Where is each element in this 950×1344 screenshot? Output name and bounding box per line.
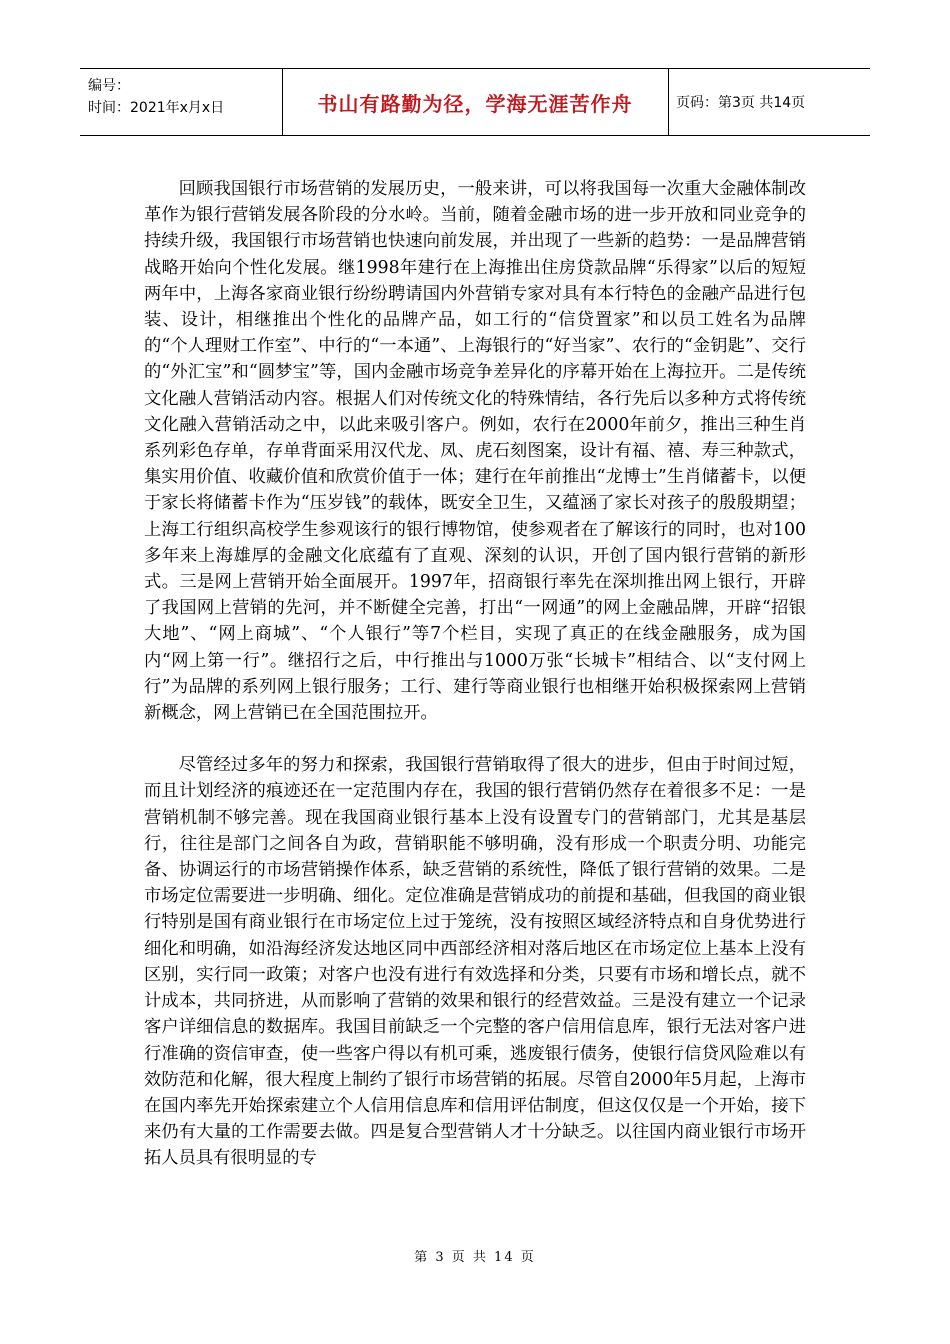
document-body: [144, 176, 806, 1172]
header-meta: [88, 75, 288, 119]
serial-number-label: 编号：: [88, 78, 130, 94]
header-page-info: 页码：第3页 共14页: [676, 95, 806, 111]
page-header: [80, 68, 870, 136]
page-footer: 第 3 页 共 14 页: [414, 1250, 536, 1265]
date-label: 时间：2021年x月x日: [88, 100, 225, 116]
header-motto: 书山有路勤为径，学海无涯苦作舟: [317, 91, 633, 116]
body-paragraph: 回顾我国银行市场营销的发展历史，一般来讲，可以将我国每一次重大金融体制改革作为银行营销发展各阶段的分水岭。当前，随着金融市场的进一步开放和同业竞争的持续升级，我国银行市场营销也快速向前发展，并出现了一些新的趋势：一是品牌营销战略开始向个性化发展。继1998年建行在上海推出住房贷款品牌“乐得家”以后的短短两年中，上海各家商业银行纷纷聘请国内外营销专家对具有本行特色的金融产品进行包装、设计，相继推出个性化的品牌产品，如工行的“信贷置家”和以员工姓名为品牌的“个人理财工作室”、中行的“一本通”、上海银行的“好当家”、农行的“金钥匙”、交行的“外汇宝”和“圆梦宝”等，国内金融市场竞争差异化的序幕开始在上海拉开。二是传统文化融人营销活动内容。根据人们对传统文化的特殊情结，各行先后以多种方式将传统文化融入营销活动之中，以此来吸引客户。例如，农行在2000年前夕，推出三种生肖系列彩色存单，存单背面采用汉代龙、凤、虎石刻图案，设计有福、禧、寿三种款式，集实用价值、收藏价值和欣赏价值于一体；建行在年前推出“龙博士”生肖储蓄卡，以便于家长将储蓄卡作为“压岁钱”的载体，既安全卫生，又蕴涵了家长对孩子的殷殷期望；上海工行组织高校学生参观该行的银行博物馆，使参观者在了解该行的同时，也对100多年来上海雄厚的金融文化底蕴有了直观、深刻的认识，开创了国内银行营销的新形式。三是网上营销开始全面展开。1997年，招商银行率先在深圳推出网上银行，开辟了我国网上营销的先河，并不断健全完善，打出“一网通”的网上金融品牌，开辟“招银大地”、“网上商城”、“个人银行”等7个栏目，实现了真正的在线金融服务，成为国内“网上第一行”。继招行之后，中行推出与1000万张“长城卡”相结合、以“支付网上行”为品牌的系列网上银行服务；工行、建行等商业银行也相继开始积极探索网上营销新概念，网上营销已在全国范围拉开。: [144, 179, 806, 724]
header-divider: [668, 69, 669, 135]
body-paragraph: 尽管经过多年的努力和探索，我国银行营销取得了很大的进步，但由于时间过短，而且计划经济的痕迹还在一定范围内存在，我国的银行营销仍然存在着很多不足：一是营销机制不够完善。现在我国商业银行基本上没有设置专门的营销部门，尤其是基层行，往往是部门之间各自为政，营销职能不够明确，没有形成一个职责分明、功能完备、协调运行的市场营销操作体系，缺乏营销的系统性，降低了银行营销的效果。二是市场定位需要进一步明确、细化。定位准确是营销成功的前提和基础，但我国的商业银行特别是国有商业银行在市场定位上过于笼统，没有按照区域经济特点和自身优势进行细化和明确，如沿海经济发达地区同中西部经济相对落后地区在市场定位上基本上没有区别，实行同一政策；对客户也没有进行有效选择和分类，只要有市场和增长点，就不计成本，共同挤进，从而影响了营销的效果和银行的经营效益。三是没有建立一个记录客户详细信息的数据库。我国目前缺乏一个完整的客户信用信息库，银行无法对客户进行准确的资信审查，使一些客户得以有机可乘，逃废银行债务，使银行信贷风险难以有效防范和化解，很大程度上制约了银行市场营销的拓展。尽管自2000年5月起，上海市在国内率先开始探索建立个人信用信息库和信用评估制度，但这仅仅是一个开始，接下来仍有大量的工作需要去做。四是复合型营销人才十分缺乏。以往国内商业银行市场开拓人员具有很明显的专: [144, 755, 806, 1169]
